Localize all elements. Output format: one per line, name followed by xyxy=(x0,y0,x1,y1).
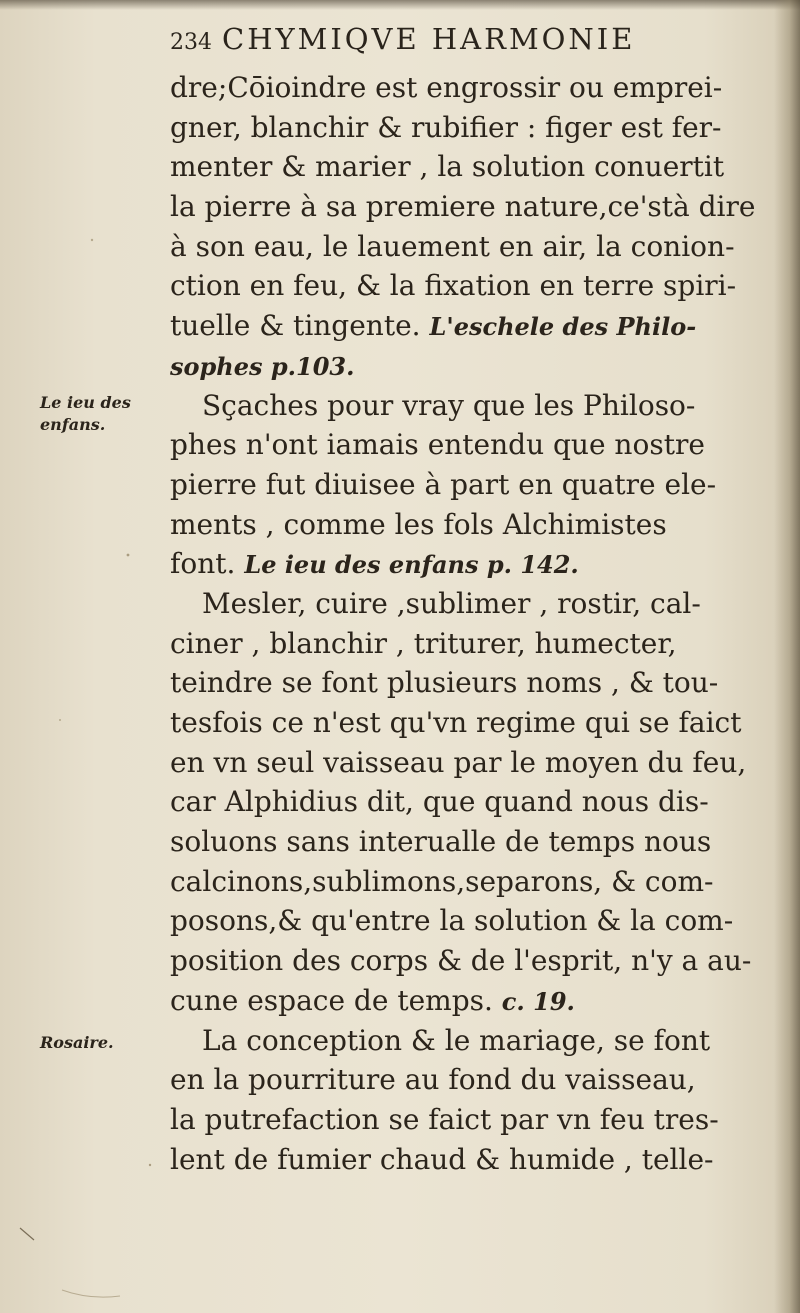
paper-speck xyxy=(149,1164,151,1166)
text-line: position des corps & de l'esprit, n'y a au- xyxy=(170,944,752,978)
page-top-shadow xyxy=(0,0,800,10)
text-line: car Alphidius dit, que quand nous dis- xyxy=(170,785,709,819)
page-number: 234 xyxy=(170,30,212,55)
page-spine-shadow xyxy=(774,0,800,1313)
reference-chapter: c. 19. xyxy=(501,986,575,1016)
text-line: calcinons,sublimons,separons, & com- xyxy=(170,864,714,898)
text-line: ction en feu, & la fixation en terre spiri- xyxy=(170,269,737,303)
text-fragment: tuelle & tingente. xyxy=(170,309,421,343)
reference-continuation: sophes p.103. xyxy=(170,351,355,381)
running-head xyxy=(170,22,730,56)
text-line: en la pourriture au fond du vaisseau, xyxy=(170,1063,696,1097)
text-line: tesfois ce n'est qu'vn regime qui se faict xyxy=(170,706,742,739)
text-line: teindre se font plusieurs noms , & tou- xyxy=(170,666,719,700)
running-title: CHYMIQVE HARMONIE xyxy=(222,22,636,56)
text-line: la pierre à sa premiere nature,ce'stà dire xyxy=(170,190,756,224)
text-fragment: cune espace de temps. xyxy=(170,983,493,1017)
text-line: la putrefaction se faict par vn feu tres- xyxy=(170,1102,719,1136)
text-line: phes n'ont iamais entendu que nostre xyxy=(170,428,705,462)
reference-ieu: Le ieu des enfans p. 142. xyxy=(244,550,579,580)
text-line: lent de fumier chaud & humide , telle- xyxy=(170,1142,714,1176)
text-line: posons,& qu'entre la solution & la com- xyxy=(170,904,734,938)
text-line: Sçaches pour vray que les Philoso- xyxy=(202,388,696,422)
text-line: ciner , blanchir , triturer, humecter, xyxy=(170,626,677,660)
paper-speck xyxy=(127,554,130,557)
text-line: soluons sans interualle de temps nous xyxy=(170,825,712,859)
text-line: Mesler, cuire ,sublimer , rostir, cal- xyxy=(202,586,701,620)
text-line: gner, blanchir & rubifier : figer est fer- xyxy=(170,110,722,144)
text-line-with-reference xyxy=(170,981,760,1021)
text-line-with-reference xyxy=(170,306,760,346)
text-line: à son eau, le lauement en air, la conion- xyxy=(170,229,735,263)
paper-speck xyxy=(59,719,61,721)
body-text xyxy=(170,68,760,1179)
text-line xyxy=(170,346,760,386)
text-line-with-reference xyxy=(170,544,760,584)
text-fragment: font. xyxy=(170,547,236,581)
margin-note-rosaire: Rosaire. xyxy=(40,1033,114,1052)
text-line: ments , comme les fols Alchimistes xyxy=(170,507,667,541)
paper-speck xyxy=(91,239,93,241)
text-line: menter & marier , la solution conuertit xyxy=(170,150,725,184)
text-line: en vn seul vaisseau par le moyen du feu, xyxy=(170,745,747,779)
margin-note-ieu-des-enfans: Le ieu des enfans. xyxy=(40,393,131,434)
reference-eschele: L'eschele des Philo- xyxy=(429,312,697,342)
text-line: pierre fut diuisee à part en quatre ele- xyxy=(170,467,717,501)
paper-mark xyxy=(20,1228,34,1240)
paper-mark xyxy=(62,1290,120,1297)
text-line: La conception & le mariage, se font xyxy=(202,1023,711,1057)
text-line: dre;Cōioindre est engrossir ou emprei- xyxy=(170,71,723,104)
